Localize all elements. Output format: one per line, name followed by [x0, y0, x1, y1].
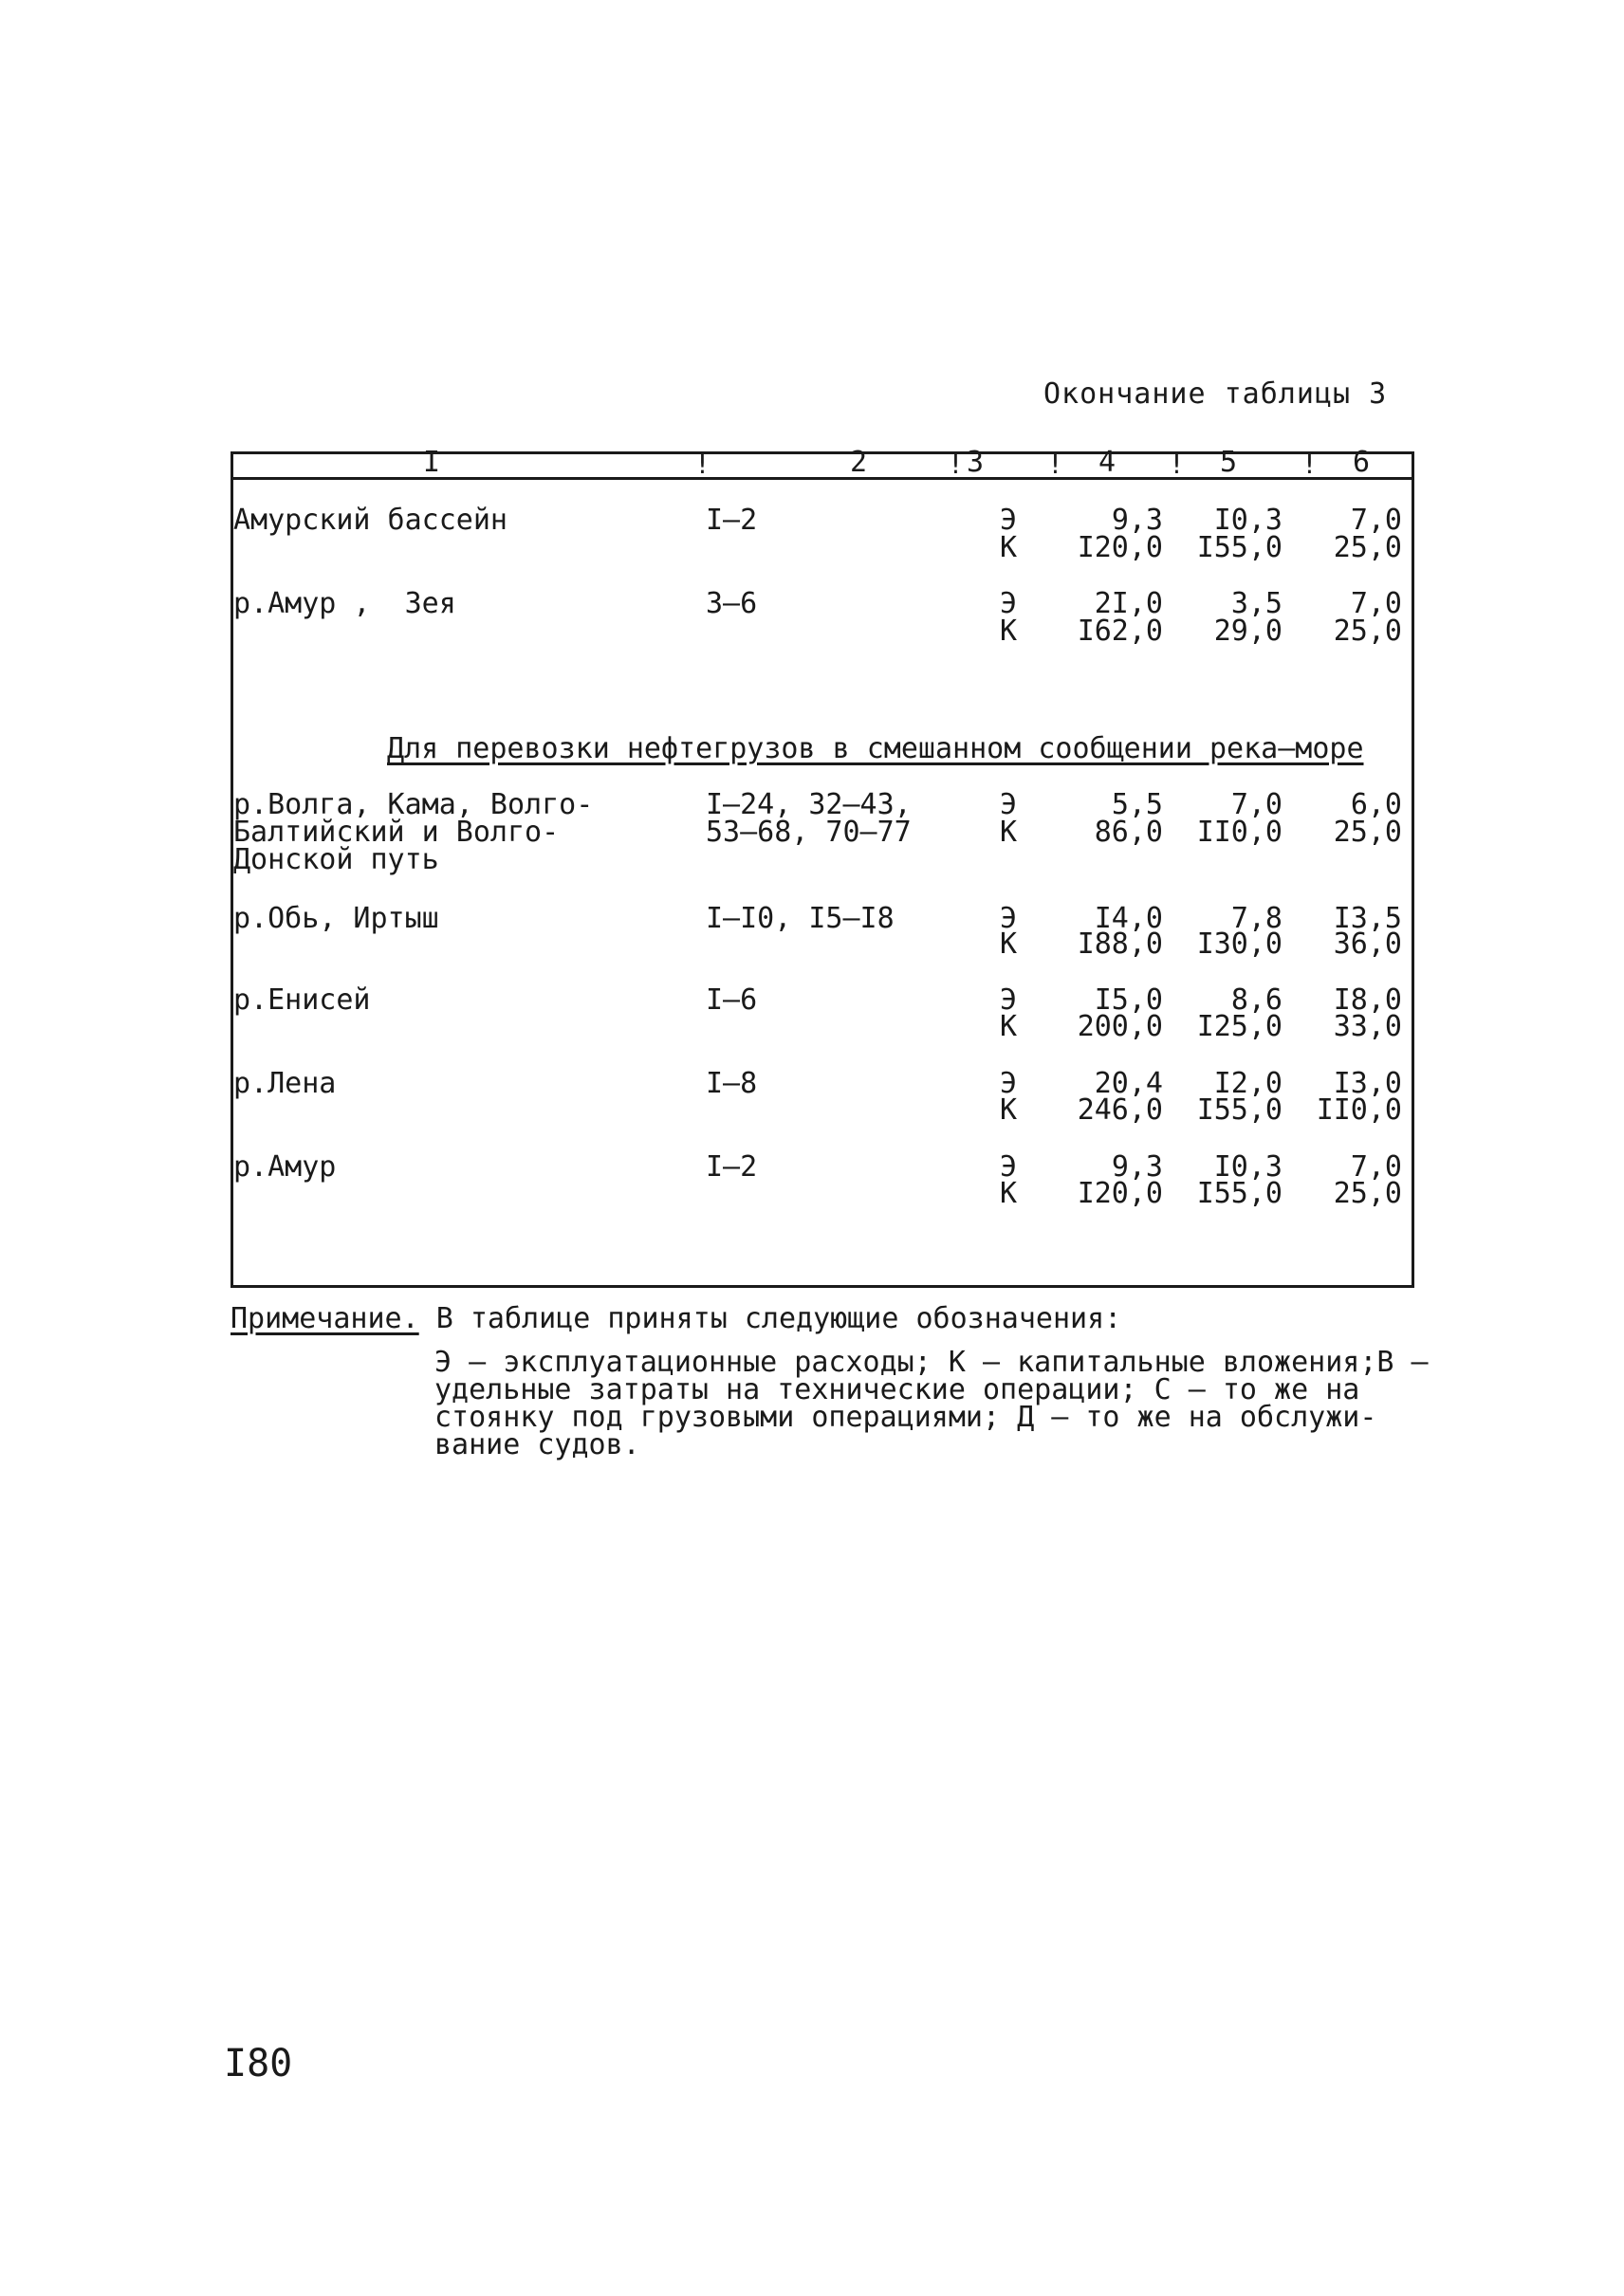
row-range-line: I–I0, I5–I8	[706, 902, 895, 935]
data-table	[231, 446, 1414, 1288]
header-separator: !	[1301, 449, 1318, 480]
row-name-line: р.Обь, Иртыш	[233, 902, 439, 935]
note-body	[434, 1346, 1440, 1461]
row-col4-e: I5,0	[1094, 983, 1163, 1017]
row-col4-k: I20,0	[1077, 1177, 1163, 1210]
section-title: Для перевозки нефтегрузов в смешанном сообщении река–море	[387, 732, 1364, 765]
header-col-1: I	[423, 446, 441, 479]
row-col4-e: 20,4	[1094, 1067, 1163, 1100]
row-col5-e: 7,8	[1230, 902, 1283, 935]
table-header-row	[233, 446, 1412, 480]
row-col6-k: 33,0	[1333, 1010, 1402, 1043]
row-col6-e: 7,0	[1350, 504, 1402, 537]
header-separator: !	[1047, 449, 1063, 480]
row-col6-k: 36,0	[1333, 928, 1402, 961]
row-code-k: К	[1000, 1177, 1018, 1210]
row-col6-k: II0,0	[1316, 1093, 1402, 1127]
note-label: Примечание.	[231, 1302, 419, 1335]
row-col6-k: 25,0	[1333, 531, 1402, 564]
row-col6-e: 6,0	[1350, 788, 1402, 821]
row-range-line: I–2	[706, 504, 758, 537]
row-range-line: I–8	[706, 1067, 758, 1100]
row-range-line: I–6	[706, 983, 758, 1017]
row-range-line: I–2	[706, 1150, 758, 1184]
row-col5-k: II0,0	[1196, 816, 1283, 849]
row-col5-k: I55,0	[1196, 1177, 1283, 1210]
note-line: Э – эксплуатационные расходы; К – капитальные вложения;В –	[434, 1346, 1429, 1379]
row-col6-e: I3,5	[1333, 902, 1402, 935]
row-range-line: 53–68, 70–77	[706, 816, 912, 849]
row-col5-k: I30,0	[1196, 928, 1283, 961]
row-col4-e: I4,0	[1094, 902, 1163, 935]
header-col-5: 5	[1220, 446, 1238, 479]
row-col5-k: I55,0	[1196, 1093, 1283, 1127]
row-col5-e: I0,3	[1213, 1150, 1283, 1184]
row-code-k: К	[1000, 1093, 1018, 1127]
header-col-6: 6	[1353, 446, 1371, 479]
row-col4-k: I88,0	[1077, 928, 1163, 961]
header-separator: !	[1169, 449, 1185, 480]
row-name-line: р.Амур , Зея	[233, 587, 456, 620]
row-code-k: К	[1000, 531, 1018, 564]
row-code-e: Э	[1000, 1150, 1018, 1184]
row-col5-e: 8,6	[1230, 983, 1283, 1017]
row-col4-k: 86,0	[1094, 816, 1163, 849]
row-code-k: К	[1000, 615, 1018, 648]
row-code-e: Э	[1000, 1067, 1018, 1100]
row-col4-e: 9,3	[1111, 504, 1163, 537]
header-col-3: 3	[967, 446, 985, 479]
row-col5-e: 3,5	[1230, 587, 1283, 620]
header-col-4: 4	[1098, 446, 1116, 479]
row-name-line: р.Волга, Кама, Волго-	[233, 788, 594, 821]
row-col4-e: 2I,0	[1094, 587, 1163, 620]
row-col6-e: I8,0	[1333, 983, 1402, 1017]
row-col5-e: 7,0	[1230, 788, 1283, 821]
row-col6-k: 25,0	[1333, 1177, 1402, 1210]
header-separator: !	[948, 449, 964, 480]
row-col4-k: I20,0	[1077, 531, 1163, 564]
row-col4-k: 200,0	[1077, 1010, 1163, 1043]
row-code-k: К	[1000, 816, 1018, 849]
row-name-line: Амурский бассейн	[233, 504, 508, 537]
row-col6-k: 25,0	[1333, 816, 1402, 849]
row-code-k: К	[1000, 1010, 1018, 1043]
row-range-line: I–24, 32–43,	[706, 788, 912, 821]
row-col5-k: I55,0	[1196, 531, 1283, 564]
row-col5-k: 29,0	[1213, 615, 1283, 648]
row-range-line: 3–6	[706, 587, 758, 620]
row-name-line: р.Лена	[233, 1067, 337, 1100]
row-name-line: р.Енисей	[233, 983, 371, 1017]
row-name-line: Донской путь	[233, 843, 439, 876]
row-col6-e: 7,0	[1350, 1150, 1402, 1184]
note-line: стоянку под грузовыми операциями; Д – то же на обслужи-	[434, 1401, 1377, 1434]
row-col6-e: 7,0	[1350, 587, 1402, 620]
row-code-k: К	[1000, 928, 1018, 961]
note-heading	[231, 1302, 1122, 1335]
page-number: I80	[224, 2042, 293, 2085]
row-col4-e: 9,3	[1111, 1150, 1163, 1184]
row-code-e: Э	[1000, 587, 1018, 620]
row-col5-k: I25,0	[1196, 1010, 1283, 1043]
row-col4-k: I62,0	[1077, 615, 1163, 648]
header-separator: !	[694, 449, 710, 480]
table-caption: Окончание таблицы 3	[1043, 377, 1388, 411]
note-intro: В таблице приняты следующие обозначения:	[418, 1302, 1122, 1335]
row-col5-e: I0,3	[1213, 504, 1283, 537]
row-code-e: Э	[1000, 504, 1018, 537]
row-name-line: Балтийский и Волго-	[233, 816, 560, 849]
note-line: удельные затраты на технические операции; С – то же на	[434, 1373, 1360, 1406]
row-col6-k: 25,0	[1333, 615, 1402, 648]
row-code-e: Э	[1000, 983, 1018, 1017]
row-col4-e: 5,5	[1111, 788, 1163, 821]
row-name-line: р.Амур	[233, 1150, 337, 1184]
row-col4-k: 246,0	[1077, 1093, 1163, 1127]
row-code-e: Э	[1000, 788, 1018, 821]
row-code-e: Э	[1000, 902, 1018, 935]
row-col6-e: I3,0	[1333, 1067, 1402, 1100]
note-line: вание судов.	[434, 1428, 640, 1461]
row-col5-e: I2,0	[1213, 1067, 1283, 1100]
header-col-2: 2	[850, 446, 868, 479]
